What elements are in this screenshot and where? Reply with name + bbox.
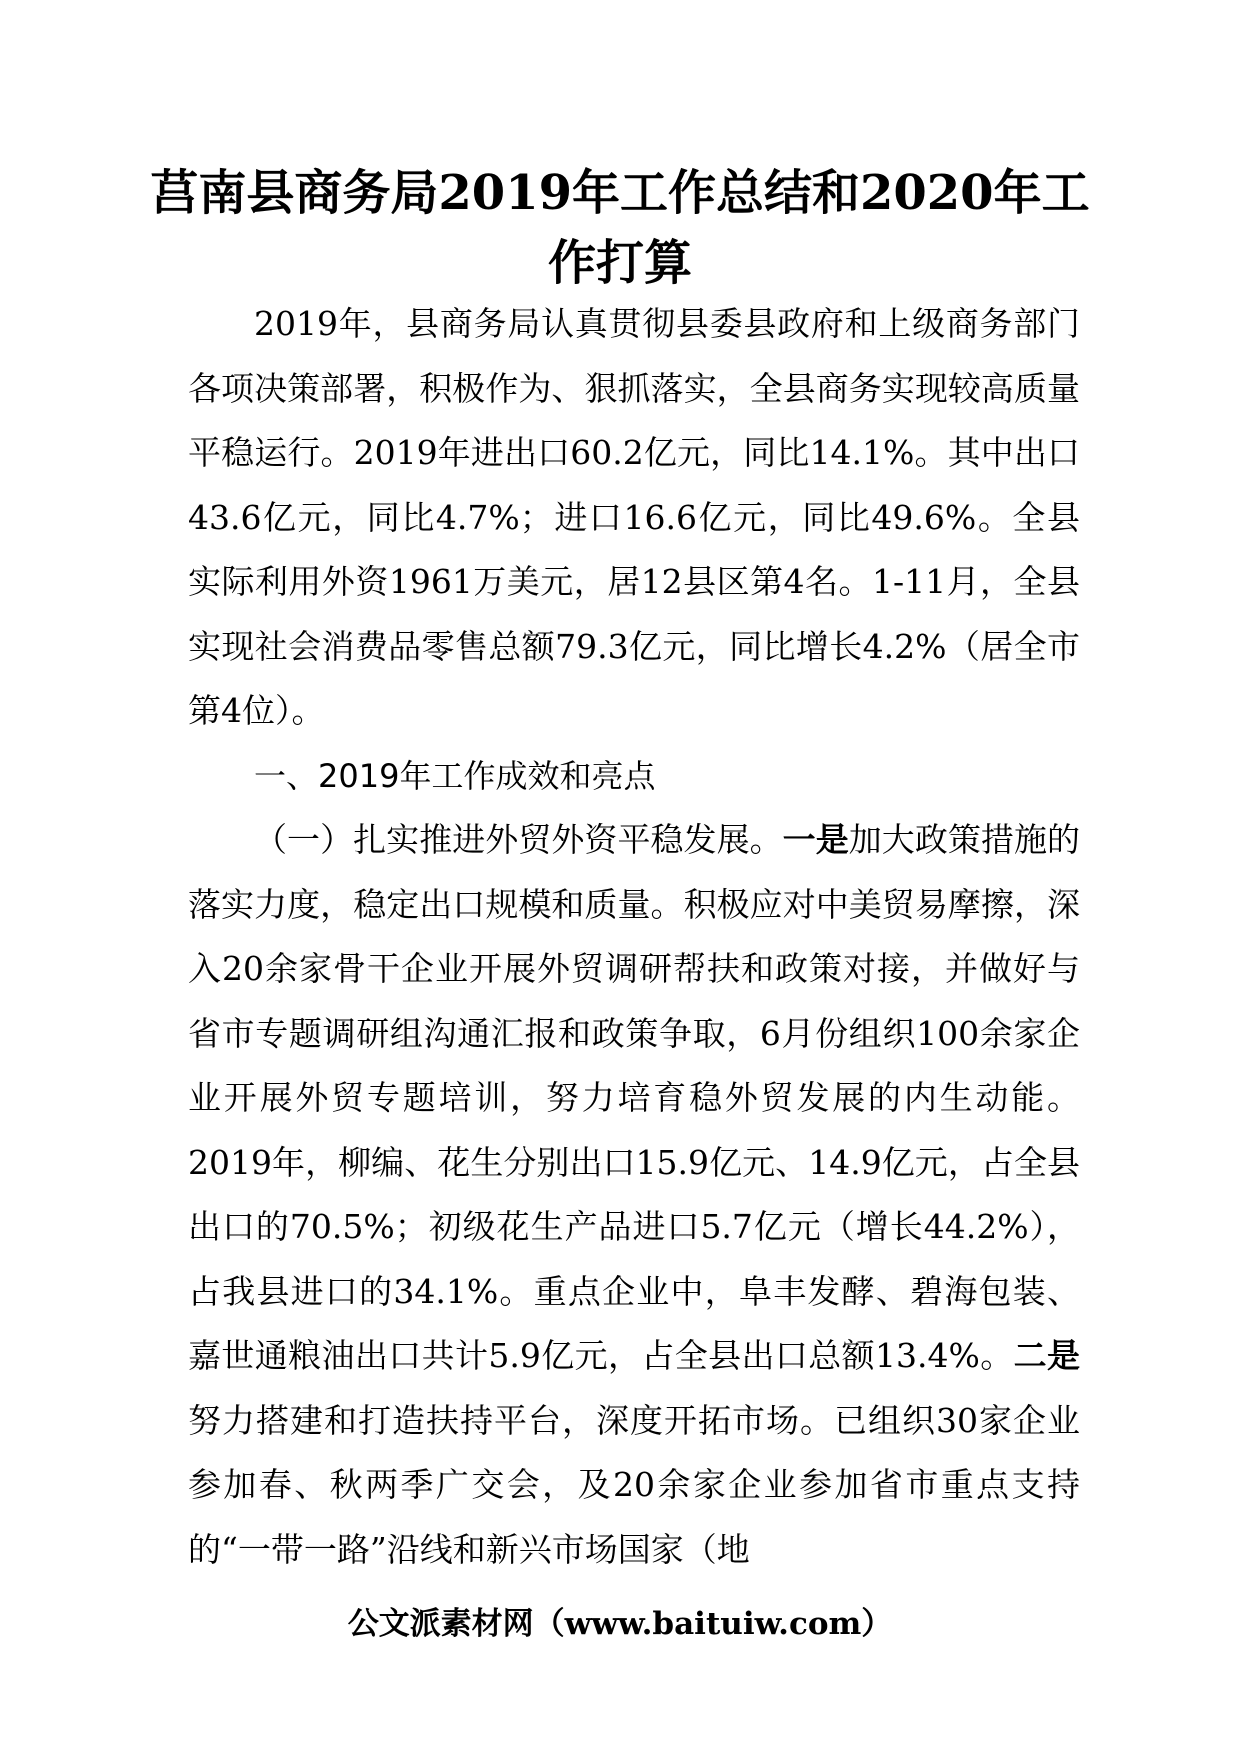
subsection-lead: （一）扎实推进外贸外资平稳发展。: [254, 820, 783, 859]
first-point-text: 加大政策措施的落实力度，稳定出口规模和质量。积极应对中美贸易摩擦，深入20余家骨干企业开展外贸调研帮扶和政策对接，并做好与省市专题调研组沟通汇报和政策争取，6月份组织100余家企业开展外贸专题培训，努力培育稳外贸发展的内生动能。2019年，柳编、花生分别出口15.9亿元、14.9亿元，占全县出口的70.5%；初级花生产品进口5.7亿元（增长44.2%），占我县进口的34.1%。重点企业中，阜丰发酵、碧海包装、嘉世通粮油出口共计5.9亿元，占全县出口总额13.4%。: [188, 820, 1081, 1375]
subsection-paragraph: [188, 808, 1080, 1582]
footer-watermark: 公文派素材网（www.baituiw.com）: [347, 1606, 893, 1642]
intro-paragraph: 2019年，县商务局认真贯彻县委县政府和上级商务部门各项决策部署，积极作为、狠抓落实，全县商务实现较高质量平稳运行。2019年进出口60.2亿元，同比14.1%。其中出口43.6亿元，同比4.7%；进口16.6亿元，同比49.6%。全县实际利用外资1961万美元，居12县区第4名。1-11月，全县实现社会消费品零售总额79.3亿元，同比增长4.2%（居全市第4位）。: [188, 304, 1080, 730]
section-heading: 一、2019年工作成效和亮点: [254, 756, 656, 795]
document-body: [188, 292, 1080, 1582]
first-point-marker: 一是: [782, 820, 849, 859]
second-point-text: 努力搭建和打造扶持平台，深度开拓市场。已组织30家企业参加春、秋两季广交会，及20余家企业参加省市重点支持的“一带一路”沿线和新兴市场国家（地: [188, 1400, 1080, 1569]
second-point-marker: 二是: [1013, 1336, 1080, 1375]
document-title: 莒南县商务局2019年工作总结和2020年工作打算: [150, 165, 1090, 291]
